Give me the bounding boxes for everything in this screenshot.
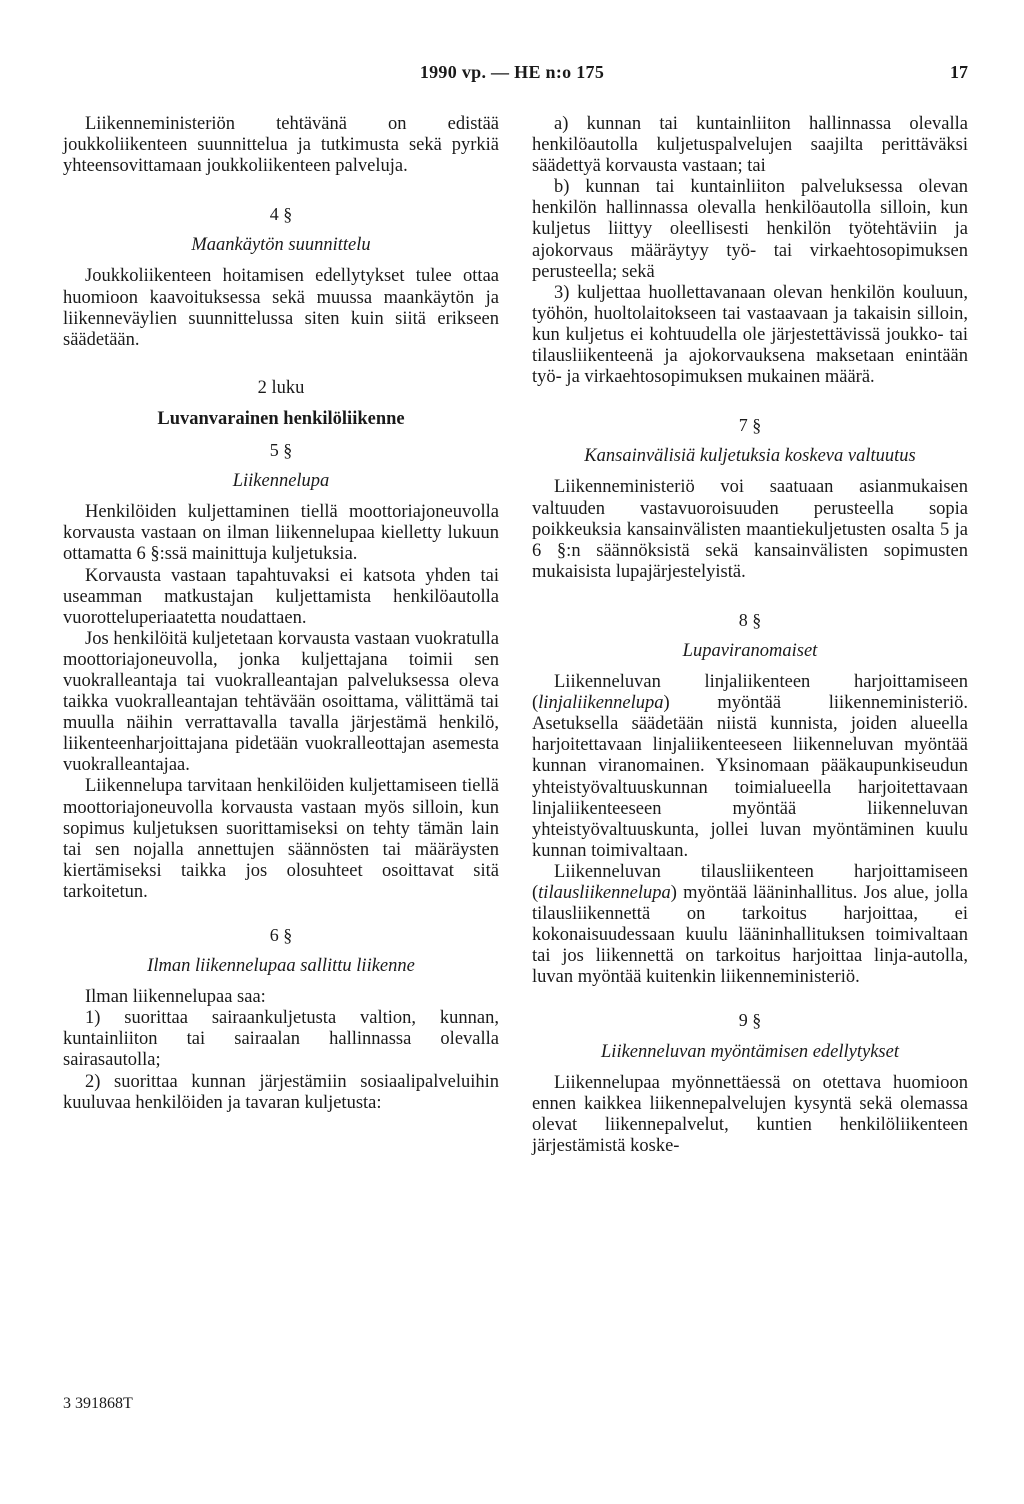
defined-term: linjaliikennelupa [538, 693, 664, 714]
text-run: Liikenneluvan tilausliikenteen harjoittamiseen ( [532, 861, 968, 903]
text-run: Liikenneluvan linjaliikenteen harjoittamiseen ( [532, 672, 968, 714]
list-item: 3) kuljettaa huollettavanaan olevan henkilön kouluun, työhön, huoltolaitokseen tai vastaavaan ja takaisin silloin, kun kuljetus ei kohtuudella ole järjestettävissä joukko- tai tilausliikenteenä ja ajokorvauksena maksetaan enintään työ- ja virkaehtosopimuksen mukainen määrä. [532, 282, 968, 388]
section-title: Lupaviranomaiset [682, 640, 818, 661]
right-column [532, 114, 968, 1157]
section-title: Kansainvälisiä kuljetuksia koskeva valtuutus [584, 446, 916, 467]
list-item: 2) suorittaa kunnan järjestämiin sosiaalipalveluihin kuuluvaa henkilöiden ja tavaran kuljetusta: [63, 1071, 499, 1113]
section-number: 4 § [269, 204, 293, 225]
paragraph [532, 672, 968, 862]
section-number: 6 § [269, 925, 293, 945]
paragraph: Liikenneministeriö voi saatuaan asianmukaisen valtuuden vastavuoroisuuden perusteella sopia poikkeuksia kansainvälisten maantiekuljetusten osalta 5 ja 6 §:n säännöksistä sekä kansainvälisten sopimusten mukaisista lupajärjestelyistä. [532, 477, 968, 582]
paragraph: Liikennelupa tarvitaan henkilöiden kuljettamiseen tiellä moottoriajoneuvolla korvausta vastaan myös silloin, kun sopimus kuljetuksen suorittamiseksi on tehty tämän lain tai sen nojalla annettujen säännösten tai määräysten kiertämiseksi taikka jos olosuhteet osoittavat sitä tarkoitetun. [63, 776, 499, 902]
section-number: 8 § [738, 609, 762, 630]
section-title: Maankäytön suunnittelu [191, 235, 371, 256]
text-run: ) myöntää lääninhallitus. Jos alue, jolla tilausliikennettä on tarkoitus harjoittaa, ei kokonaisuudessaan kuulu lääninhallituksen toimivaltaan tai jos liikennettä on tarkoitus harjoittaa linja-autolla, luvan myöntää kuitenkin liikenneministeriö. [532, 883, 968, 988]
section-number: 7 § [738, 415, 762, 436]
list-item: 1) suorittaa sairaankuljetusta valtion, kunnan, kuntainliiton tai sairaalan hallinnassa olevalla sairasautolla; [63, 1008, 499, 1071]
document-title: 1990 vp. — HE n:o 175 [419, 62, 605, 82]
page-header [0, 62, 1024, 88]
section-number: 9 § [738, 1010, 762, 1031]
chapter-number: 2 luku [257, 377, 305, 398]
paragraph: Jos henkilöitä kuljetetaan korvausta vastaan vuokratulla moottoriajoneuvolla, jonka kuljettajana toimii sen vuokralleantaja tai vuokralleantajan palveluksessa oleva taikka vuokralleantajan tehtävään osoittama, välittämä tai muulla näihin verrattavalla tavalla järjestämä henkilö, liikenteenharjoittajana pidetään vuokralleottajan asemesta vuokralleantajaa. [63, 628, 499, 776]
paragraph [532, 862, 968, 989]
defined-term: tilausliikennelupa [538, 883, 671, 903]
list-item: b) kunnan tai kuntainliiton palveluksessa olevan henkilön hallinnassa olevalla henkilöautolla silloin, kun kuljetus liittyy oleellisesti henkilön työtehtäviin ja ajokorvaus määräytyy työ- tai virkaehtosopimuksen perusteella; sekä [532, 177, 968, 282]
list-item: a) kunnan tai kuntainliiton hallinnassa olevalla henkilöautolla kuljetuspalvelujen saajilta perittäväksi säädettyä korvausta vastaan; tai [532, 114, 968, 177]
section-title: Liikenneluvan myöntämisen edellytykset [601, 1041, 899, 1062]
page-number: 17 [950, 62, 968, 82]
chapter-title: Luvanvarainen henkilöliikenne [157, 408, 405, 429]
paragraph: Liikenneministeriön tehtävänä on edistää joukkoliikenteen suunnittelua ja tutkimusta sekä pyrkiä yhteensovittamaan joukkoliikenteen palveluja. [63, 114, 499, 177]
section-title: Liikennelupa [232, 471, 330, 492]
left-column [63, 114, 499, 1114]
text-run: ) myöntää liikenneministeriö. Asetuksella säädetään niistä kunnista, joiden alueella harjoitettavaan linjaliikenteeseen liikenneluvan myöntää kunnan viranomainen. Yksinomaan pääkaupunkiseudun yhteistyövaltuuskunnan toimialueella harjoitettavaan linjaliikenteeseen myöntää liikenneluvan yhteistyövaltuuskunta, jollei luvan myöntäminen kuulu kunnan toimivaltaan. [532, 693, 968, 861]
section-number: 5 § [269, 440, 293, 461]
print-code: 3 391868T [63, 1395, 133, 1412]
paragraph: Joukkoliikenteen hoitamisen edellytykset tulee ottaa huomioon kaavoituksessa sekä muussa maankäytön ja liikenneväylien suunnittelussa siten kuin siitä erikseen säädetään. [63, 266, 499, 350]
section-title: Ilman liikennelupaa sallittu liikenne [147, 956, 415, 977]
paragraph: Henkilöiden kuljettaminen tiellä moottoriajoneuvolla korvausta vastaan on ilman liikennelupaa kielletty lukuun ottamatta 6 §:ssä mainittuja kuljetuksia. [63, 502, 499, 565]
paragraph: Ilman liikennelupaa saa: [85, 987, 266, 1008]
paragraph: Korvausta vastaan tapahtuvaksi ei katsota yhden tai useamman matkustajan kuljettamista henkilöautolla vuorotteluperiaatetta noudattaen. [63, 565, 499, 628]
paragraph: Liikennelupaa myönnettäessä on otettava huomioon ennen kaikkea liikennepalvelujen kysyntä sekä olemassa olevat liikennepalvelut, kuntien henkilöliikenteen järjestämistä koske- [532, 1072, 968, 1156]
